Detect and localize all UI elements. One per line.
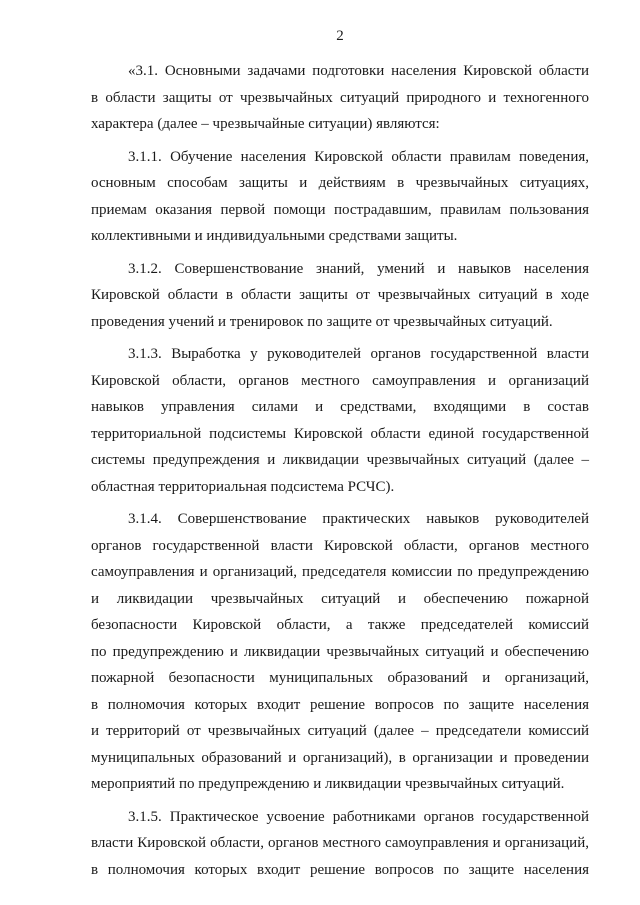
text-line: власти Кировской области, органов местного самоуправления и организаций, [91, 835, 589, 851]
text-line: 3.1.5. Практическое усвоение работниками органов государственной [128, 808, 589, 825]
paragraph-3-1-1 [91, 144, 589, 250]
text-line: Кировской области, органов местного самоуправления и организаций [91, 372, 589, 389]
paragraph-3-1-2 [91, 256, 589, 336]
text-line: пожарной безопасности муниципальных образований и организаций, [91, 670, 589, 686]
text-line: в полномочия которых входит решение вопросов по защите населения [91, 696, 589, 713]
text-line: характера (далее – чрезвычайные ситуации) являются: [91, 116, 440, 132]
text-line: системы предупреждения и ликвидации чрезвычайных ситуаций (далее – [91, 452, 589, 468]
text-line: основным способам защиты и действиям в чрезвычайных ситуациях, [91, 175, 589, 191]
text-line: и территорий от чрезвычайных ситуаций (далее – председатели комиссий [91, 723, 589, 739]
text-line: 3.1.2. Совершенствование знаний, умений и навыков населения [128, 260, 589, 277]
text-line: коллективными и индивидуальными средствами защиты. [91, 228, 458, 244]
text-line: и ликвидации чрезвычайных ситуаций и обеспечению пожарной [91, 590, 589, 607]
paragraph-3-1-5 [91, 804, 589, 884]
paragraph-3-1-3 [91, 341, 589, 500]
text-line: муниципальных образований и организаций), в организации и проведении [91, 749, 589, 766]
text-line: безопасности Кировской области, а также председателей комиссий [91, 617, 589, 633]
text-line: 3.1.4. Совершенствование практических навыков руководителей [128, 511, 589, 527]
text-line: 3.1.1. Обучение населения Кировской области правилам поведения, [128, 148, 589, 165]
text-line: в полномочия которых входит решение вопросов по защите населения [91, 861, 589, 878]
text-line: областная территориальная подсистема РСЧС). [91, 478, 395, 495]
text-line: по предупреждению и ликвидации чрезвычайных ситуаций и обеспечению [91, 643, 589, 660]
text-line: мероприятий по предупреждению и ликвидации чрезвычайных ситуаций. [91, 776, 565, 792]
text-line: проведения учений и тренировок по защите от чрезвычайных ситуаций. [91, 313, 553, 330]
text-line: навыков управления силами и средствами, входящими в состав [91, 399, 589, 415]
text-line: в области защиты от чрезвычайных ситуаций природного и техногенного [91, 89, 589, 106]
paragraph-3-1 [91, 58, 589, 138]
text-line: органов государственной власти Кировской области, органов местного [91, 537, 589, 554]
page-number: 2 [336, 28, 344, 44]
text-line: «3.1. Основными задачами подготовки населения Кировской области [128, 63, 589, 79]
text-line: приемам оказания первой помощи пострадавшим, правилам пользования [91, 201, 589, 218]
text-line: 3.1.3. Выработка у руководителей органов государственной власти [128, 346, 589, 362]
text-line: самоуправления и организаций, председателя комиссии по предупреждению [91, 564, 589, 580]
text-line: Кировской области в области защиты от чрезвычайных ситуаций в ходе [91, 287, 589, 303]
document-body [91, 58, 589, 883]
paragraph-3-1-4 [91, 506, 589, 798]
text-line: территориальной подсистемы Кировской области единой государственной [91, 425, 589, 442]
